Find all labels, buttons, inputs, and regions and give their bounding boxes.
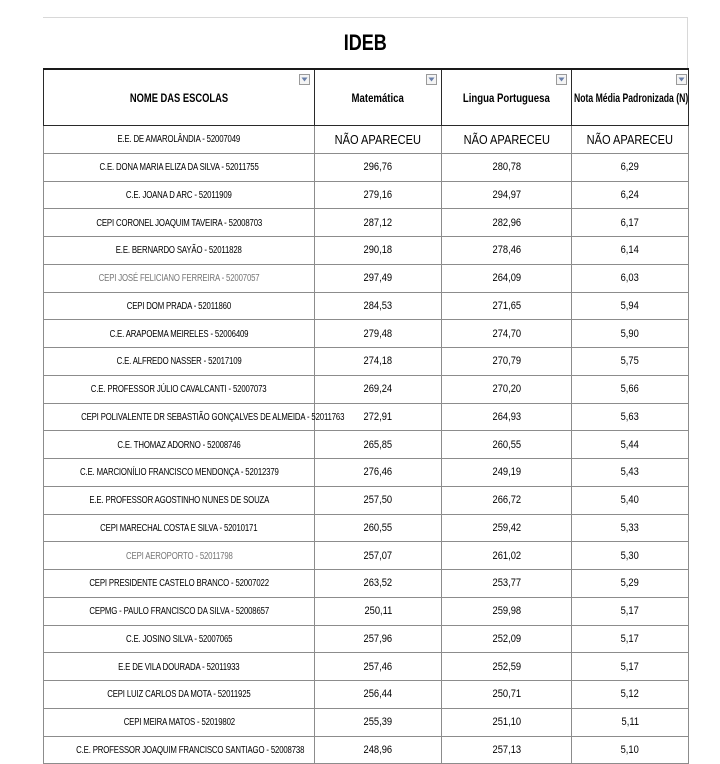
column-header-portuguese bbox=[442, 69, 572, 126]
filter-dropdown-icon bbox=[301, 77, 308, 82]
table-row bbox=[44, 264, 689, 292]
header-row bbox=[44, 69, 689, 126]
table-row bbox=[44, 237, 689, 265]
table-body bbox=[44, 126, 689, 764]
score-cell-text: 6,17 bbox=[620, 216, 640, 229]
portuguese-cell-text: 270,79 bbox=[492, 355, 521, 368]
score-cell bbox=[572, 237, 689, 265]
portuguese-cell bbox=[442, 209, 572, 237]
math-cell-text: 290,18 bbox=[363, 244, 393, 257]
score-cell bbox=[572, 542, 689, 570]
table-row bbox=[44, 542, 689, 570]
score-cell bbox=[572, 403, 689, 431]
school-cell-text: CEPI MEIRA MATOS - 52019802 bbox=[123, 717, 235, 729]
score-cell-text: 6,29 bbox=[620, 161, 640, 174]
school-cell-text: C.E. DONA MARIA ELIZA DA SILVA - 52011755 bbox=[99, 162, 259, 174]
score-cell bbox=[572, 514, 689, 542]
score-cell bbox=[572, 653, 689, 681]
portuguese-cell bbox=[442, 181, 572, 209]
school-cell-text: C.E. THOMAZ ADORNO - 52008746 bbox=[117, 439, 241, 451]
math-cell-text: 296,76 bbox=[363, 161, 393, 174]
school-cell-text: C.E. PROFESSOR JÚLIO CAVALCANTI - 52007073 bbox=[91, 384, 267, 396]
math-cell bbox=[315, 681, 442, 709]
portuguese-cell-text: 282,96 bbox=[492, 216, 521, 229]
portuguese-cell-text: 257,13 bbox=[492, 743, 521, 756]
score-cell bbox=[572, 708, 689, 736]
score-cell-text: 5,75 bbox=[620, 355, 640, 368]
math-cell bbox=[315, 264, 442, 292]
table-row bbox=[44, 514, 689, 542]
portuguese-cell-text: 274,70 bbox=[492, 327, 521, 340]
table-row bbox=[44, 348, 689, 376]
filter-dropdown-portuguese[interactable] bbox=[556, 74, 567, 85]
math-cell bbox=[315, 431, 442, 459]
school-cell bbox=[44, 264, 315, 292]
portuguese-cell-text: NÃO APARECEU bbox=[463, 131, 550, 147]
portuguese-cell bbox=[442, 514, 572, 542]
school-cell-text: CEPI POLIVALENTE DR SEBASTIÃO GONÇALVES DE ALMEIDA - 52011763 bbox=[81, 411, 345, 423]
portuguese-cell bbox=[442, 486, 572, 514]
math-cell-text: 257,50 bbox=[363, 494, 393, 507]
school-cell-text: CEPI DOM PRADA - 52011860 bbox=[126, 300, 232, 312]
ideb-table bbox=[43, 68, 689, 764]
math-cell bbox=[315, 459, 442, 487]
score-cell-text: 5,10 bbox=[620, 743, 640, 756]
school-cell bbox=[44, 542, 315, 570]
school-cell bbox=[44, 514, 315, 542]
score-cell bbox=[572, 597, 689, 625]
portuguese-cell-text: 260,55 bbox=[492, 438, 521, 451]
school-cell-text: CEPI LUIZ CARLOS DA MOTA - 52011925 bbox=[107, 689, 251, 701]
portuguese-cell-text: 294,97 bbox=[492, 188, 521, 201]
school-cell-text: E.E. BERNARDO SAYÃO - 52011828 bbox=[116, 245, 242, 257]
math-cell bbox=[315, 320, 442, 348]
portuguese-cell-text: 278,46 bbox=[492, 244, 521, 257]
school-cell bbox=[44, 486, 315, 514]
portuguese-cell bbox=[442, 375, 572, 403]
score-cell bbox=[572, 181, 689, 209]
column-header-label: Matemática bbox=[351, 90, 405, 105]
score-cell-text: 5,12 bbox=[620, 688, 640, 701]
portuguese-cell bbox=[442, 459, 572, 487]
score-cell bbox=[572, 375, 689, 403]
school-cell bbox=[44, 708, 315, 736]
portuguese-cell-text: 253,77 bbox=[492, 577, 521, 590]
portuguese-cell bbox=[442, 348, 572, 376]
school-cell bbox=[44, 736, 315, 764]
math-cell-text: 265,85 bbox=[363, 438, 393, 451]
score-cell bbox=[572, 681, 689, 709]
math-cell bbox=[315, 514, 442, 542]
table-row bbox=[44, 320, 689, 348]
portuguese-cell bbox=[442, 264, 572, 292]
score-cell-text: 5,90 bbox=[620, 327, 640, 340]
school-cell bbox=[44, 292, 315, 320]
math-cell-text: 257,07 bbox=[363, 549, 393, 562]
column-header-label: Lingua Portuguesa bbox=[463, 90, 550, 105]
portuguese-cell bbox=[442, 403, 572, 431]
spreadsheet bbox=[43, 17, 688, 764]
score-cell-text: 5,30 bbox=[620, 549, 640, 562]
school-cell bbox=[44, 459, 315, 487]
school-cell-text: E.E DE VILA DOURADA - 52011933 bbox=[118, 661, 240, 673]
table-row bbox=[44, 736, 689, 764]
school-cell-text: C.E. JOANA D ARC - 52011909 bbox=[126, 189, 232, 201]
math-cell-text: 250,11 bbox=[364, 605, 392, 618]
portuguese-cell bbox=[442, 431, 572, 459]
portuguese-cell-text: 252,59 bbox=[492, 660, 521, 673]
math-cell-text: 297,49 bbox=[363, 272, 393, 285]
table-row bbox=[44, 681, 689, 709]
page-title: IDEB bbox=[343, 30, 387, 55]
school-cell-text: E.E. PROFESSOR AGOSTINHO NUNES DE SOUZA bbox=[89, 495, 269, 507]
math-cell-text: 263,52 bbox=[363, 577, 393, 590]
portuguese-cell bbox=[442, 625, 572, 653]
math-cell-text: 256,44 bbox=[363, 688, 393, 701]
math-cell bbox=[315, 348, 442, 376]
score-cell bbox=[572, 625, 689, 653]
score-cell bbox=[572, 209, 689, 237]
portuguese-cell-text: 264,93 bbox=[492, 410, 521, 423]
title-row bbox=[43, 17, 688, 68]
math-cell bbox=[315, 542, 442, 570]
portuguese-cell-text: 249,19 bbox=[492, 466, 521, 479]
score-cell bbox=[572, 431, 689, 459]
portuguese-cell bbox=[442, 681, 572, 709]
school-cell-text: C.E. JOSINO SILVA - 52007065 bbox=[125, 633, 233, 645]
school-cell bbox=[44, 597, 315, 625]
math-cell-text: 279,48 bbox=[363, 327, 393, 340]
column-header-math bbox=[315, 69, 442, 126]
score-cell bbox=[572, 126, 689, 154]
table-row bbox=[44, 403, 689, 431]
school-cell bbox=[44, 153, 315, 181]
school-cell-text: CEPI PRESIDENTE CASTELO BRANCO - 52007022 bbox=[89, 578, 269, 590]
portuguese-cell bbox=[442, 292, 572, 320]
math-cell bbox=[315, 625, 442, 653]
portuguese-cell bbox=[442, 736, 572, 764]
math-cell-text: 272,91 bbox=[363, 410, 393, 423]
filter-dropdown-math[interactable] bbox=[426, 74, 437, 85]
portuguese-cell bbox=[442, 597, 572, 625]
portuguese-cell-text: 252,09 bbox=[492, 632, 521, 645]
score-cell-text: 5,66 bbox=[620, 383, 640, 396]
school-cell-text: CEPMG - PAULO FRANCISCO DA SILVA - 52008657 bbox=[89, 606, 269, 618]
portuguese-cell-text: 259,98 bbox=[492, 605, 521, 618]
score-cell-text: 6,14 bbox=[620, 244, 640, 257]
portuguese-cell bbox=[442, 708, 572, 736]
math-cell-text: 260,55 bbox=[363, 521, 393, 534]
score-cell bbox=[572, 153, 689, 181]
score-cell bbox=[572, 459, 689, 487]
filter-dropdown-icon bbox=[558, 77, 565, 82]
score-cell-text: 5,33 bbox=[620, 521, 640, 534]
table-row bbox=[44, 126, 689, 154]
school-cell bbox=[44, 237, 315, 265]
column-header-label: Nota Média Padronizada (N) bbox=[574, 90, 689, 105]
math-cell-text: 257,46 bbox=[363, 660, 393, 673]
portuguese-cell-text: 250,71 bbox=[492, 688, 521, 701]
math-cell bbox=[315, 570, 442, 598]
portuguese-cell-text: 259,42 bbox=[492, 521, 521, 534]
math-cell bbox=[315, 736, 442, 764]
table-row bbox=[44, 486, 689, 514]
score-cell bbox=[572, 348, 689, 376]
table-row bbox=[44, 375, 689, 403]
math-cell-text: 255,39 bbox=[363, 716, 393, 729]
math-cell-text: 276,46 bbox=[363, 466, 393, 479]
score-cell bbox=[572, 486, 689, 514]
math-cell bbox=[315, 597, 442, 625]
table-row bbox=[44, 570, 689, 598]
filter-dropdown-icon bbox=[428, 77, 435, 82]
portuguese-cell bbox=[442, 320, 572, 348]
math-cell-text: 284,53 bbox=[363, 299, 393, 312]
math-cell bbox=[315, 126, 442, 154]
school-cell bbox=[44, 431, 315, 459]
school-cell bbox=[44, 681, 315, 709]
math-cell-text: 257,96 bbox=[363, 632, 393, 645]
score-cell-text: 5,44 bbox=[620, 438, 640, 451]
table-row bbox=[44, 153, 689, 181]
portuguese-cell-text: 280,78 bbox=[492, 161, 521, 174]
table-row bbox=[44, 209, 689, 237]
school-cell bbox=[44, 403, 345, 431]
column-header-label: NOME DAS ESCOLAS bbox=[129, 90, 229, 105]
column-header-school bbox=[44, 69, 315, 126]
score-cell-text: 5,11 bbox=[621, 716, 639, 729]
math-cell bbox=[315, 292, 442, 320]
portuguese-cell bbox=[442, 126, 572, 154]
school-cell-text: E.E. DE AMAROLÂNDIA - 52007049 bbox=[117, 134, 241, 146]
score-cell bbox=[572, 320, 689, 348]
school-cell-text: C.E. ALFREDO NASSER - 52017109 bbox=[116, 356, 242, 368]
table-row bbox=[44, 181, 689, 209]
math-cell bbox=[315, 708, 442, 736]
math-cell bbox=[315, 375, 442, 403]
score-cell bbox=[572, 292, 689, 320]
portuguese-cell-text: 266,72 bbox=[492, 494, 521, 507]
school-cell-text: CEPI CORONEL JOAQUIM TAVEIRA - 52008703 bbox=[96, 217, 262, 229]
math-cell bbox=[315, 209, 442, 237]
portuguese-cell-text: 264,09 bbox=[492, 272, 521, 285]
math-cell-text: 279,16 bbox=[363, 188, 393, 201]
score-cell-text: 5,17 bbox=[620, 660, 640, 673]
school-cell bbox=[44, 570, 315, 598]
math-cell-text: 248,96 bbox=[363, 743, 393, 756]
column-header-score bbox=[572, 69, 689, 126]
school-cell-text: CEPI JOSÉ FELICIANO FERREIRA - 52007057 bbox=[98, 273, 260, 285]
table-row bbox=[44, 459, 689, 487]
school-cell bbox=[44, 348, 315, 376]
portuguese-cell bbox=[442, 542, 572, 570]
filter-dropdown-icon bbox=[678, 77, 685, 82]
table-row bbox=[44, 708, 689, 736]
school-cell bbox=[44, 126, 315, 154]
filter-dropdown-school[interactable] bbox=[299, 74, 310, 85]
portuguese-cell bbox=[442, 653, 572, 681]
math-cell-text: 274,18 bbox=[363, 355, 393, 368]
table-row bbox=[44, 653, 689, 681]
table-row bbox=[44, 431, 689, 459]
score-cell-text: 5,40 bbox=[620, 494, 640, 507]
score-cell bbox=[572, 264, 689, 292]
filter-dropdown-score[interactable] bbox=[676, 74, 687, 85]
portuguese-cell bbox=[442, 237, 572, 265]
score-cell-text: 6,24 bbox=[620, 188, 640, 201]
portuguese-cell-text: 270,20 bbox=[492, 383, 521, 396]
school-cell-text: C.E. MARCIONÍLIO FRANCISCO MENDONÇA - 52012379 bbox=[79, 467, 279, 479]
portuguese-cell bbox=[442, 570, 572, 598]
school-cell bbox=[44, 320, 315, 348]
score-cell bbox=[572, 570, 689, 598]
school-cell bbox=[44, 375, 315, 403]
portuguese-cell bbox=[442, 153, 572, 181]
math-cell bbox=[315, 181, 442, 209]
portuguese-cell-text: 271,65 bbox=[492, 299, 521, 312]
math-cell bbox=[315, 153, 442, 181]
math-cell-text: 287,12 bbox=[363, 216, 393, 229]
school-cell-text: CEPI AEROPORTO - 52011798 bbox=[125, 550, 233, 562]
score-cell-text: 5,17 bbox=[620, 632, 640, 645]
math-cell-text: NÃO APARECEU bbox=[334, 131, 422, 147]
score-cell-text: 5,17 bbox=[620, 605, 640, 618]
school-cell bbox=[44, 209, 315, 237]
math-cell bbox=[315, 237, 442, 265]
school-cell bbox=[44, 181, 315, 209]
math-cell bbox=[315, 486, 442, 514]
score-cell-text: 6,03 bbox=[620, 272, 640, 285]
math-cell-text: 269,24 bbox=[363, 383, 393, 396]
table-row bbox=[44, 292, 689, 320]
score-cell-text: NÃO APARECEU bbox=[586, 131, 674, 147]
math-cell bbox=[315, 653, 442, 681]
score-cell-text: 5,43 bbox=[620, 466, 640, 479]
score-cell-text: 5,94 bbox=[620, 299, 640, 312]
score-cell-text: 5,63 bbox=[620, 410, 640, 423]
portuguese-cell-text: 261,02 bbox=[492, 549, 521, 562]
portuguese-cell-text: 251,10 bbox=[492, 716, 521, 729]
table-row bbox=[44, 625, 689, 653]
school-cell bbox=[44, 653, 315, 681]
school-cell-text: CEPI MARECHAL COSTA E SILVA - 52010171 bbox=[100, 522, 258, 534]
school-cell-text: C.E. ARAPOEMA MEIRELES - 52006409 bbox=[109, 328, 249, 340]
school-cell bbox=[44, 625, 315, 653]
score-cell-text: 5,29 bbox=[620, 577, 640, 590]
score-cell bbox=[572, 736, 689, 764]
school-cell-text: C.E. PROFESSOR JOAQUIM FRANCISCO SANTIAGO - 52008738 bbox=[76, 744, 305, 756]
table-row bbox=[44, 597, 689, 625]
